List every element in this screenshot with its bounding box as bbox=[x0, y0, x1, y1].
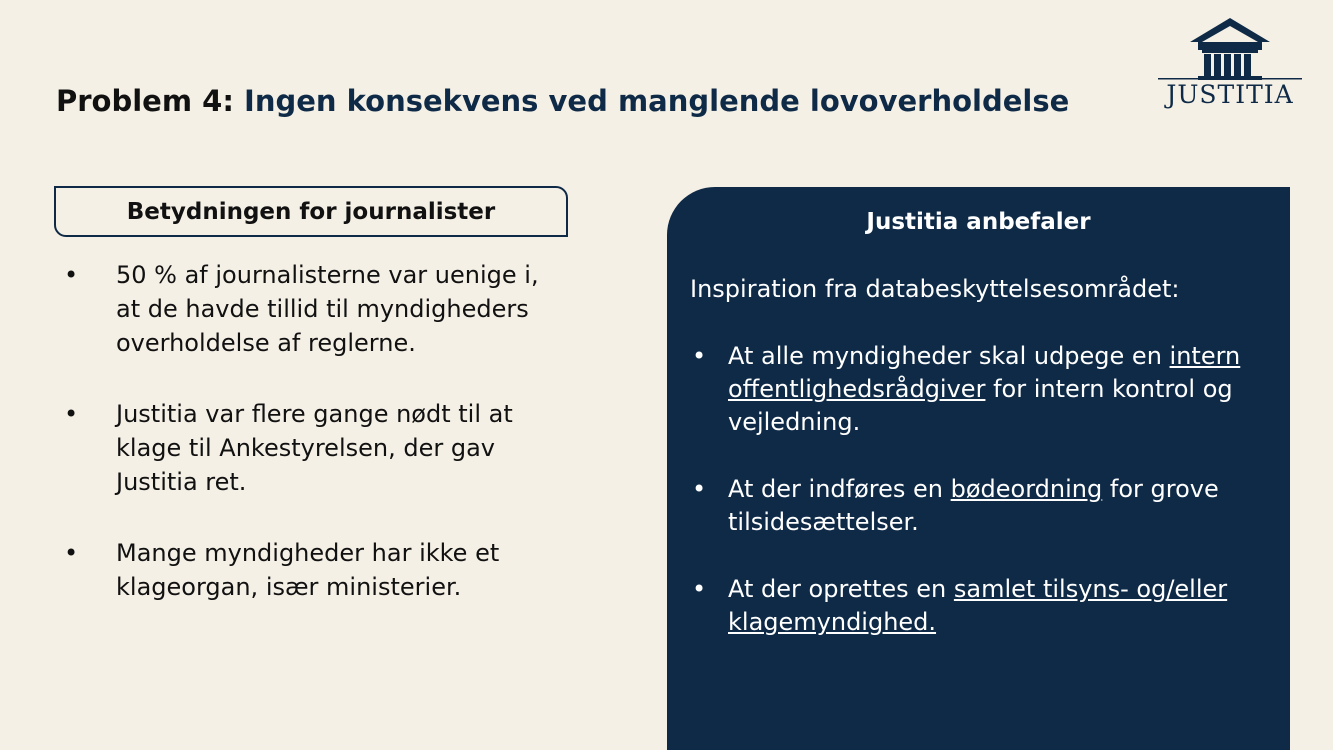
list-item bbox=[56, 536, 556, 604]
list-item bbox=[690, 573, 1280, 639]
panel-title: Justitia anbefaler bbox=[866, 209, 1091, 235]
list-item bbox=[56, 258, 556, 360]
pillar-emblem-icon bbox=[1158, 18, 1302, 80]
title-rest: Ingen konsekvens ved manglende lovoverholdelse bbox=[244, 84, 1070, 118]
bullet-text: Mange myndigheder har ikke et klageorgan, især ministerier. bbox=[116, 539, 500, 601]
list-item bbox=[690, 473, 1280, 539]
bullet-icon: • bbox=[692, 342, 707, 370]
list-item bbox=[56, 397, 556, 499]
left-bullet-list bbox=[56, 258, 556, 641]
bullet-text-before: At der oprettes en bbox=[728, 575, 954, 603]
bullet-icon: • bbox=[64, 400, 79, 428]
list-item bbox=[690, 340, 1280, 439]
underlined-term: samlet tilsyns- og/eller klagemyndighed. bbox=[728, 575, 1228, 636]
bullet-icon: • bbox=[64, 539, 79, 567]
bullet-icon: • bbox=[692, 575, 707, 603]
recommendation-panel bbox=[667, 187, 1290, 750]
recommendation-list bbox=[690, 340, 1280, 673]
left-heading-text: Betydningen for journalister bbox=[126, 198, 496, 225]
left-section-heading bbox=[54, 186, 568, 237]
title-lead: Problem 4: bbox=[56, 84, 234, 118]
bullet-text-before: At der indføres en bbox=[728, 475, 951, 503]
underlined-term: bødeordning bbox=[950, 475, 1103, 503]
bullet-text: 50 % af journalisterne var uenige i, at de havde tillid til myndigheders overholdelse af reglerne. bbox=[116, 261, 539, 357]
page-title bbox=[56, 84, 1069, 118]
bullet-icon: • bbox=[692, 475, 707, 503]
underlined-term: intern offentlighedsrådgiver bbox=[728, 342, 1241, 403]
panel-intro: Inspiration fra databeskyttelsesområdet: bbox=[690, 275, 1180, 303]
logo-wordmark: JUSTITIA bbox=[1166, 80, 1294, 109]
bullet-text-after: for intern kontrol og vejledning. bbox=[728, 375, 1233, 436]
bullet-text-before: At alle myndigheder skal udpege en bbox=[728, 342, 1170, 370]
justitia-logo bbox=[1158, 18, 1302, 114]
bullet-text-after: for grove tilsidesættelser. bbox=[728, 475, 1219, 536]
bullet-icon: • bbox=[64, 261, 79, 289]
bullet-text: Justitia var flere gange nødt til at klage til Ankestyrelsen, der gav Justitia ret. bbox=[116, 400, 513, 496]
